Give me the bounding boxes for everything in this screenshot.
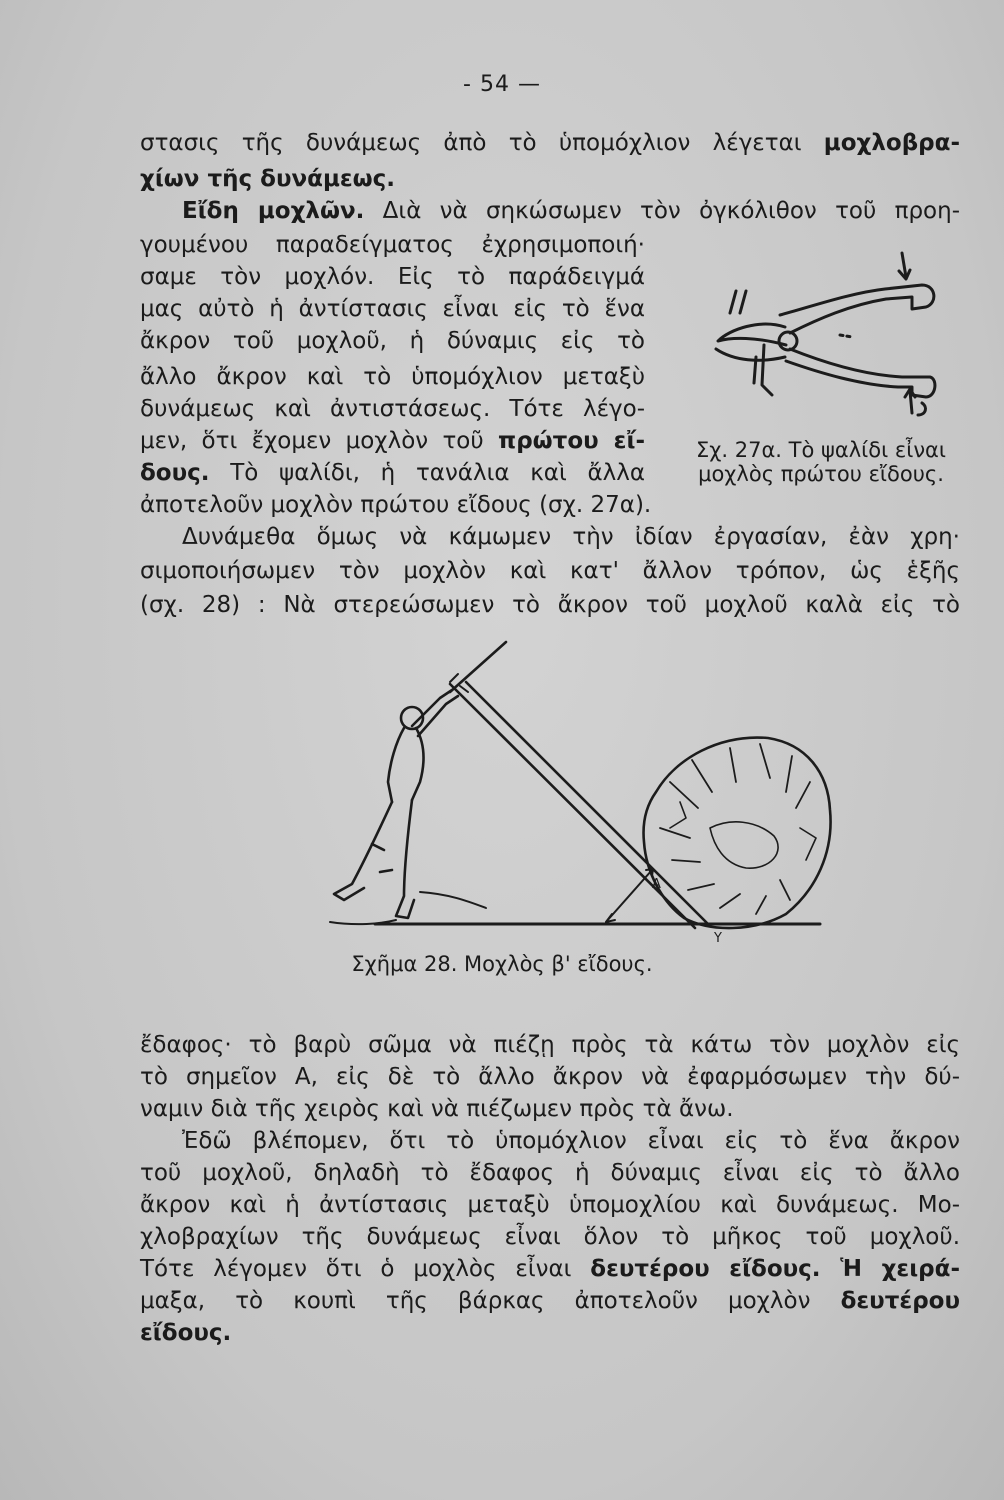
text-line: μαξα, τὸ κουπὶ τῆς βάρκας ἀποτελοῦν μοχλὸν δευτέρου xyxy=(140,1288,960,1314)
section-heading-line: Εἴδη μοχλῶν. Διὰ νὰ σηκώσωμεν τὸν ὀγκόλιθον τοῦ προη- xyxy=(182,198,961,224)
text-line: Ἐδῶ βλέπομεν, ὅτι τὸ ὑπομόχλιον εἶναι εἰς τὸ ἕνα ἄκρον xyxy=(182,1128,960,1154)
text-line: χλοβραχίων τῆς δυνάμεως εἶναι ὅλον τὸ μῆκος τοῦ μοχλοῦ. xyxy=(140,1224,960,1250)
figure-27a-caption xyxy=(680,438,962,486)
point-y-label: Y xyxy=(714,931,722,946)
text-line: δους. Τὸ ψαλίδι, ἡ τανάλια καὶ ἄλλα xyxy=(140,460,645,486)
text-line: τοῦ μοχλοῦ, δηλαδὴ τὸ ἔδαφος ἡ δύναμις εἶναι εἰς τὸ ἄλλο xyxy=(140,1160,960,1186)
text-line: γουμένου παραδείγματος ἐχρησιμοποιή· xyxy=(140,232,645,258)
figure-28-lever-drawing xyxy=(300,632,860,952)
caption-line: μοχλὸς πρώτου εἴδους. xyxy=(698,462,944,486)
text-line: εἴδους. xyxy=(140,1320,232,1346)
text-line: ἀποτελοῦν μοχλὸν πρώτου εἴδους (σχ. 27α). xyxy=(140,492,652,518)
text-line: ἄλλο ἄκρον καὶ τὸ ὑπομόχλιον μεταξὺ xyxy=(140,364,645,390)
text-line: ἄκρον τοῦ μοχλοῦ, ἡ δύναμις εἰς τὸ xyxy=(140,328,645,354)
text-line: χίων τῆς δυνάμεως. xyxy=(140,166,396,192)
text-line: στασις τῆς δυνάμεως ἀπὸ τὸ ὑπομόχλιον λέγεται μοχλοβρα- xyxy=(140,130,960,156)
text-line: Δυνάμεθα ὅμως νὰ κάμωμεν τὴν ἰδίαν ἐργασίαν, ἐὰν χρη· xyxy=(182,524,960,550)
page-number: - 54 — xyxy=(463,72,541,97)
figure-28-caption: Σχῆμα 28. Μοχλὸς β' εἴδους. xyxy=(351,952,653,976)
figure-27a-pliers-drawing xyxy=(690,245,950,425)
text-line: ναμιν διὰ τῆς χειρὸς καὶ νὰ πιέζωμεν πρὸς τὰ ἄνω. xyxy=(140,1096,734,1122)
text-line: Τότε λέγομεν ὅτι ὁ μοχλὸς εἶναι δευτέρου εἴδους. Ἡ χειρά- xyxy=(140,1256,960,1282)
text-line: μεν, ὅτι ἔχομεν μοχλὸν τοῦ πρώτου εἴ- xyxy=(140,428,645,454)
text-line: ἔδαφος· τὸ βαρὺ σῶμα νὰ πιέζῃ πρὸς τὰ κάτω τὸν μοχλὸν εἰς xyxy=(140,1032,960,1058)
point-a-label: A xyxy=(652,877,661,892)
text-line: δυνάμεως καὶ ἀντιστάσεως. Τότε λέγο- xyxy=(140,396,645,422)
text-line: τὸ σημεῖον Α, εἰς δὲ τὸ ἄλλο ἄκρον νὰ ἐφαρμόσωμεν τὴν δύ- xyxy=(140,1064,960,1090)
text-line: σαμε τὸν μοχλόν. Εἰς τὸ παράδειγμά xyxy=(140,264,645,290)
text-line: (σχ. 28) : Νὰ στερεώσωμεν τὸ ἄκρον τοῦ μοχλοῦ καλὰ εἰς τὸ xyxy=(140,592,960,618)
text-line: ἄκρον καὶ ἡ ἀντίστασις μεταξὺ ὑπομοχλίου καὶ δυνάμεως. Μο- xyxy=(140,1192,960,1218)
caption-line: Σχ. 27α. Τὸ ψαλίδι εἶναι xyxy=(695,438,946,462)
text-line: σιμοποιήσωμεν τὸν μοχλὸν καὶ κατ' ἄλλον τρόπον, ὡς ἑξῆς xyxy=(140,558,960,584)
text-line: μας αὐτὸ ἡ ἀντίστασις εἶναι εἰς τὸ ἕνα xyxy=(140,296,645,322)
